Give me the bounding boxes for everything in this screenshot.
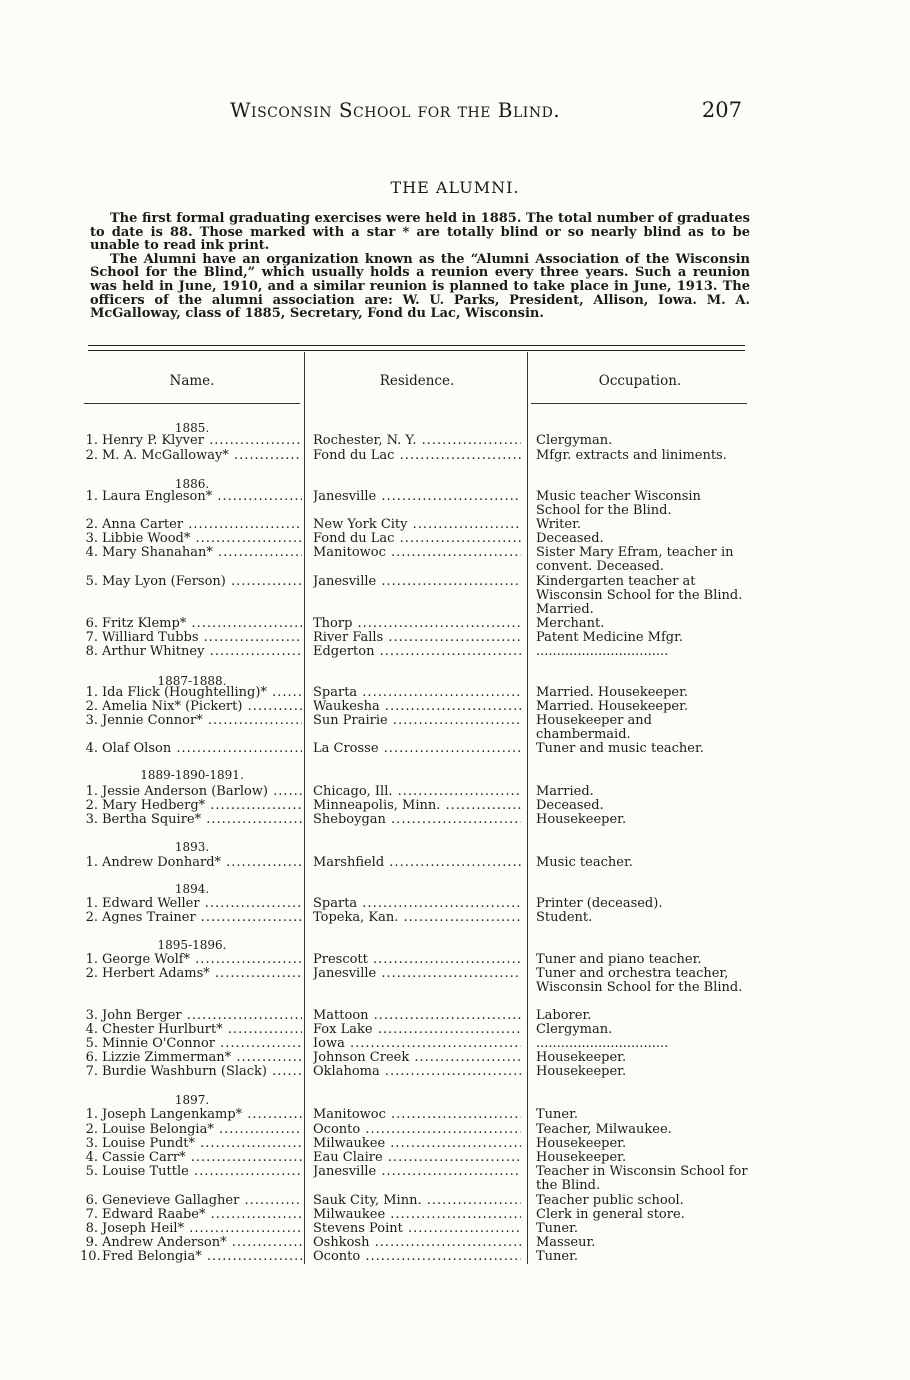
residence-text: Sheboygan (313, 813, 386, 827)
name-text: Genevieve Gallagher (102, 1194, 240, 1208)
occupation: Teacher public school. (536, 1193, 684, 1208)
alumnus-name (80, 1151, 302, 1165)
row-number: 7. (85, 1208, 98, 1222)
alumnus-name (80, 700, 302, 714)
alumnus-name (80, 1009, 302, 1023)
row-number: 2. (85, 1123, 98, 1137)
residence (313, 1023, 521, 1037)
name-text: Libbie Wood* (102, 532, 191, 546)
name-text: Jennie Connor* (102, 714, 203, 728)
occupation: Housekeeper. (536, 1050, 627, 1065)
name-text: Louise Belongia* (102, 1123, 214, 1137)
column-header-residence: Residence. (379, 373, 455, 389)
name-text: Joseph Langenkamp* (102, 1108, 243, 1122)
row-number: 2. (85, 911, 98, 925)
residence-text: Prescott (313, 953, 368, 967)
name-text: Edward Raabe* (102, 1208, 206, 1222)
alumnus-name (80, 546, 302, 560)
residence-text: Milwaukee (313, 1137, 386, 1151)
row-number: 1. (85, 897, 98, 911)
row-number: 8. (85, 645, 98, 659)
residence (313, 742, 521, 756)
row-number: 3. (85, 813, 98, 827)
name-text: Herbert Adams* (102, 967, 210, 981)
alumnus-name (80, 490, 302, 504)
row-number: 3. (85, 714, 98, 728)
class-year: 1894. (174, 882, 210, 896)
residence (313, 631, 521, 645)
column-divider (527, 352, 528, 1264)
name-text: Andrew Donhard* (102, 856, 222, 870)
row-number: 7. (85, 1065, 98, 1079)
intro-paragraph: The Alumni have an organization known as the “Alumni Association of the Wisconsin School for the Blind,” which usually holds a reunion every three years. Such a reunion was held in June, 1910, and a similar reunion is planned to take place in June, 1913. The officers of the alumni association are: W. U. Parks, President, Allison, Iowa. M. A. McGalloway, class of 1885, Secretary, Fond du Lac, Wisconsin. (90, 251, 750, 322)
column-header-name: Name. (169, 373, 215, 389)
residence-text: Iowa (313, 1037, 345, 1051)
row-number: 2. (85, 799, 98, 813)
alumnus-name (80, 813, 302, 827)
name-text: Louise Tuttle (102, 1165, 189, 1179)
class-year: 1885. (174, 421, 210, 435)
occupation: Mfgr. extracts and liniments. (536, 448, 727, 463)
occupation: Tuner and orchestra teacher, Wisconsin School for the Blind. (536, 966, 743, 995)
occupation: Kindergarten teacher at Wisconsin School for the Blind. Married. (536, 574, 743, 617)
residence-text: Sparta (313, 897, 358, 911)
name-text: Burdie Washburn (Slack) (102, 1065, 268, 1079)
residence (313, 1108, 521, 1122)
occupation: ................................ (536, 1036, 669, 1051)
residence (313, 1037, 521, 1051)
residence-text: Janesville (313, 967, 377, 981)
row-number: 1. (85, 1108, 98, 1122)
residence (313, 1009, 521, 1023)
alumnus-name (80, 434, 302, 448)
alumnus-name (80, 897, 302, 911)
occupation: Sister Mary Efram, teacher in convent. Deceased. (536, 545, 734, 574)
class-year: 1886. (174, 477, 210, 491)
residence-text: Fox Lake (313, 1023, 373, 1037)
residence (313, 1236, 521, 1250)
residence-text: Edgerton (313, 645, 375, 659)
residence-text: Mattoon (313, 1009, 369, 1023)
name-text: Agnes Trainer (102, 911, 196, 925)
row-number: 9. (85, 1236, 98, 1250)
page-number: 207 (701, 98, 742, 122)
row-number: 4. (85, 546, 98, 560)
occupation: Housekeeper. (536, 1150, 627, 1165)
residence (313, 1151, 521, 1165)
residence-text: La Crosse (313, 742, 379, 756)
residence (313, 1194, 521, 1208)
row-number: 10. (80, 1250, 101, 1264)
occupation: Married. Housekeeper. (536, 699, 689, 714)
residence (313, 645, 521, 659)
alumnus-name (80, 785, 302, 799)
residence-text: Chicago, Ill. (313, 785, 393, 799)
occupation: Tuner and music teacher. (536, 741, 704, 756)
alumnus-name (80, 1137, 302, 1151)
residence-text: Oconto (313, 1123, 361, 1137)
name-text: Andrew Anderson* (102, 1236, 227, 1250)
row-number: 5. (85, 1165, 98, 1179)
alumnus-name (80, 1065, 302, 1079)
occupation: Housekeeper. (536, 1136, 627, 1151)
class-year: 1893. (174, 840, 210, 854)
column-header-occupation: Occupation. (598, 373, 682, 389)
residence (313, 686, 521, 700)
alumnus-name (80, 532, 302, 546)
name-text: Lizzie Zimmerman* (102, 1051, 232, 1065)
class-year: 1889-1890-1891. (140, 768, 244, 782)
name-text: May Lyon (Ferson) (102, 575, 226, 589)
row-number: 1. (85, 434, 98, 448)
residence (313, 1137, 521, 1151)
name-text: M. A. McGalloway* (102, 449, 229, 463)
residence (313, 967, 521, 981)
row-number: 3. (85, 532, 98, 546)
residence-text: Topeka, Kan. (313, 911, 399, 925)
row-number: 2. (85, 449, 98, 463)
alumnus-name (80, 1051, 302, 1065)
row-number: 6. (85, 1194, 98, 1208)
alumnus-name (80, 1037, 302, 1051)
name-text: Fritz Klemp* (102, 617, 187, 631)
alumnus-name (80, 714, 302, 728)
name-text: Bertha Squire* (102, 813, 202, 827)
occupation: Clerk in general store. (536, 1207, 685, 1222)
occupation: Teacher, Milwaukee. (536, 1122, 672, 1137)
row-number: 1. (85, 856, 98, 870)
row-number: 4. (85, 1151, 98, 1165)
intro-paragraph: The first formal graduating exercises were held in 1885. The total number of graduates to date is 88. Those marked with a star * are totally blind or so nearly blind as to be unable to read ink print. (90, 211, 750, 254)
alumnus-name (80, 617, 302, 631)
row-number: 5. (85, 575, 98, 589)
residence (313, 532, 521, 546)
occupation: Patent Medicine Mfgr. (536, 630, 684, 645)
alumnus-name (80, 1236, 302, 1250)
occupation: Tuner. (536, 1249, 579, 1264)
alumnus-name (80, 1123, 302, 1137)
name-text: John Berger (102, 1009, 182, 1023)
occupation: ................................ (536, 644, 669, 659)
residence (313, 1208, 521, 1222)
row-number: 1. (85, 785, 98, 799)
occupation: Clergyman. (536, 1022, 613, 1037)
name-text: Laura Engleson* (102, 490, 213, 504)
residence (313, 434, 521, 448)
residence-text: Sparta (313, 686, 358, 700)
header-underline (84, 403, 300, 404)
alumnus-name (80, 686, 302, 700)
name-text: Edward Weller (102, 897, 200, 911)
row-number: 5. (85, 1037, 98, 1051)
residence (313, 1222, 521, 1236)
residence (313, 856, 521, 870)
class-year: 1897. (174, 1093, 210, 1107)
alumnus-name (80, 911, 302, 925)
residence-text: Johnson Creek (313, 1051, 410, 1065)
residence (313, 546, 521, 560)
top-rule (88, 345, 745, 346)
residence-text: Marshfield (313, 856, 385, 870)
name-text: Jessie Anderson (Barlow) (102, 785, 268, 799)
residence-text: Sauk City, Minn. (313, 1194, 422, 1208)
residence-text: Eau Claire (313, 1151, 383, 1165)
row-number: 1. (85, 686, 98, 700)
class-year: 1895-1896. (157, 938, 227, 952)
row-number: 1. (85, 490, 98, 504)
residence-text: Stevens Point (313, 1222, 403, 1236)
row-number: 2. (85, 700, 98, 714)
row-number: 3. (85, 1137, 98, 1151)
name-text: Anna Carter (102, 518, 184, 532)
residence (313, 1051, 521, 1065)
name-text: Arthur Whitney (102, 645, 205, 659)
name-text: Mary Shanahan* (102, 546, 213, 560)
top-rule-double (88, 350, 745, 351)
occupation: Clergyman. (536, 433, 613, 448)
residence (313, 490, 521, 504)
alumnus-name (80, 856, 302, 870)
residence (313, 700, 521, 714)
residence (313, 911, 521, 925)
occupation: Tuner and piano teacher. (536, 952, 702, 967)
alumnus-name (80, 953, 302, 967)
alumnus-name (80, 1165, 302, 1179)
residence (313, 1065, 521, 1079)
residence-text: Manitowoc (313, 546, 386, 560)
occupation: Laborer. (536, 1008, 592, 1023)
residence-text: Rochester, N. Y. (313, 434, 417, 448)
residence-text: Sun Prairie (313, 714, 388, 728)
occupation: Housekeeper. (536, 812, 627, 827)
running-title: Wisconsin School for the Blind. (230, 98, 561, 122)
alumnus-name (80, 742, 302, 756)
alumnus-name (80, 518, 302, 532)
residence-text: Milwaukee (313, 1208, 386, 1222)
section-title: THE ALUMNI. (390, 178, 520, 197)
name-text: Ida Flick (Houghtelling)* (102, 686, 267, 700)
residence-text: Oshkosh (313, 1236, 370, 1250)
residence (313, 1165, 521, 1179)
residence-text: River Falls (313, 631, 384, 645)
residence-text: Fond du Lac (313, 449, 395, 463)
residence (313, 897, 521, 911)
residence-text: Janesville (313, 490, 377, 504)
occupation: Deceased. (536, 798, 604, 813)
residence (313, 449, 521, 463)
alumnus-name (80, 799, 302, 813)
alumnus-name (80, 1023, 302, 1037)
residence (313, 617, 521, 631)
row-number: 3. (85, 1009, 98, 1023)
name-text: Cassie Carr* (102, 1151, 186, 1165)
row-number: 2. (85, 967, 98, 981)
occupation: Tuner. (536, 1107, 579, 1122)
occupation: Printer (deceased). (536, 896, 663, 911)
occupation: Married. Housekeeper. (536, 685, 689, 700)
occupation: Tuner. (536, 1221, 579, 1236)
alumnus-name (80, 575, 302, 589)
row-number: 4. (85, 1023, 98, 1037)
occupation: Music teacher. (536, 855, 633, 870)
residence-text: Waukesha (313, 700, 380, 714)
row-number: 7. (85, 631, 98, 645)
residence-text: Manitowoc (313, 1108, 386, 1122)
residence-text: Fond du Lac (313, 532, 395, 546)
name-text: George Wolf* (102, 953, 191, 967)
row-number: 6. (85, 1051, 98, 1065)
name-text: Fred Belongia* (102, 1250, 202, 1264)
residence-text: Minneapolis, Minn. (313, 799, 441, 813)
occupation: Student. (536, 910, 593, 925)
residence-text: Thorp (313, 617, 353, 631)
occupation: Masseur. (536, 1235, 596, 1250)
residence (313, 813, 521, 827)
alumnus-name (80, 645, 302, 659)
row-number: 8. (85, 1222, 98, 1236)
row-number: 2. (85, 518, 98, 532)
residence (313, 518, 521, 532)
residence-text: Oconto (313, 1250, 361, 1264)
header-underline (531, 403, 747, 404)
occupation: Merchant. (536, 616, 605, 631)
occupation: Housekeeper and chambermaid. (536, 713, 652, 742)
alumnus-name (80, 1250, 302, 1264)
row-number: 4. (85, 742, 98, 756)
occupation: Teacher in Wisconsin School for the Blind. (536, 1164, 748, 1193)
residence-text: Janesville (313, 575, 377, 589)
alumnus-name (80, 967, 302, 981)
residence (313, 799, 521, 813)
residence (313, 575, 521, 589)
name-text: Olaf Olson (102, 742, 172, 756)
residence-text: Janesville (313, 1165, 377, 1179)
name-text: Williard Tubbs (102, 631, 199, 645)
occupation: Deceased. (536, 531, 604, 546)
name-text: Joseph Heil* (102, 1222, 185, 1236)
name-text: Henry P. Klyver (102, 434, 204, 448)
alumnus-name (80, 631, 302, 645)
residence-text: New York City (313, 518, 408, 532)
residence (313, 1123, 521, 1137)
residence (313, 953, 521, 967)
row-number: 6. (85, 617, 98, 631)
name-text: Chester Hurlburt* (102, 1023, 223, 1037)
name-text: Amelia Nix* (Pickert) (102, 700, 243, 714)
alumnus-name (80, 1108, 302, 1122)
name-text: Louise Pundt* (102, 1137, 196, 1151)
intro-text (90, 212, 750, 321)
alumnus-name (80, 1222, 302, 1236)
name-text: Minnie O'Connor (102, 1037, 215, 1051)
occupation: Housekeeper. (536, 1064, 627, 1079)
page-header (230, 98, 750, 128)
row-number: 1. (85, 953, 98, 967)
residence (313, 785, 521, 799)
alumnus-name (80, 1208, 302, 1222)
alumnus-name (80, 449, 302, 463)
name-text: Mary Hedberg* (102, 799, 206, 813)
alumnus-name (80, 1194, 302, 1208)
residence (313, 1250, 521, 1264)
residence-text: Oklahoma (313, 1065, 380, 1079)
occupation: Writer. (536, 517, 581, 532)
class-year: 1887-1888. (157, 674, 227, 688)
residence (313, 714, 521, 728)
occupation: Music teacher Wisconsin School for the Blind. (536, 489, 701, 518)
column-divider (304, 352, 305, 1264)
occupation: Married. (536, 784, 594, 799)
